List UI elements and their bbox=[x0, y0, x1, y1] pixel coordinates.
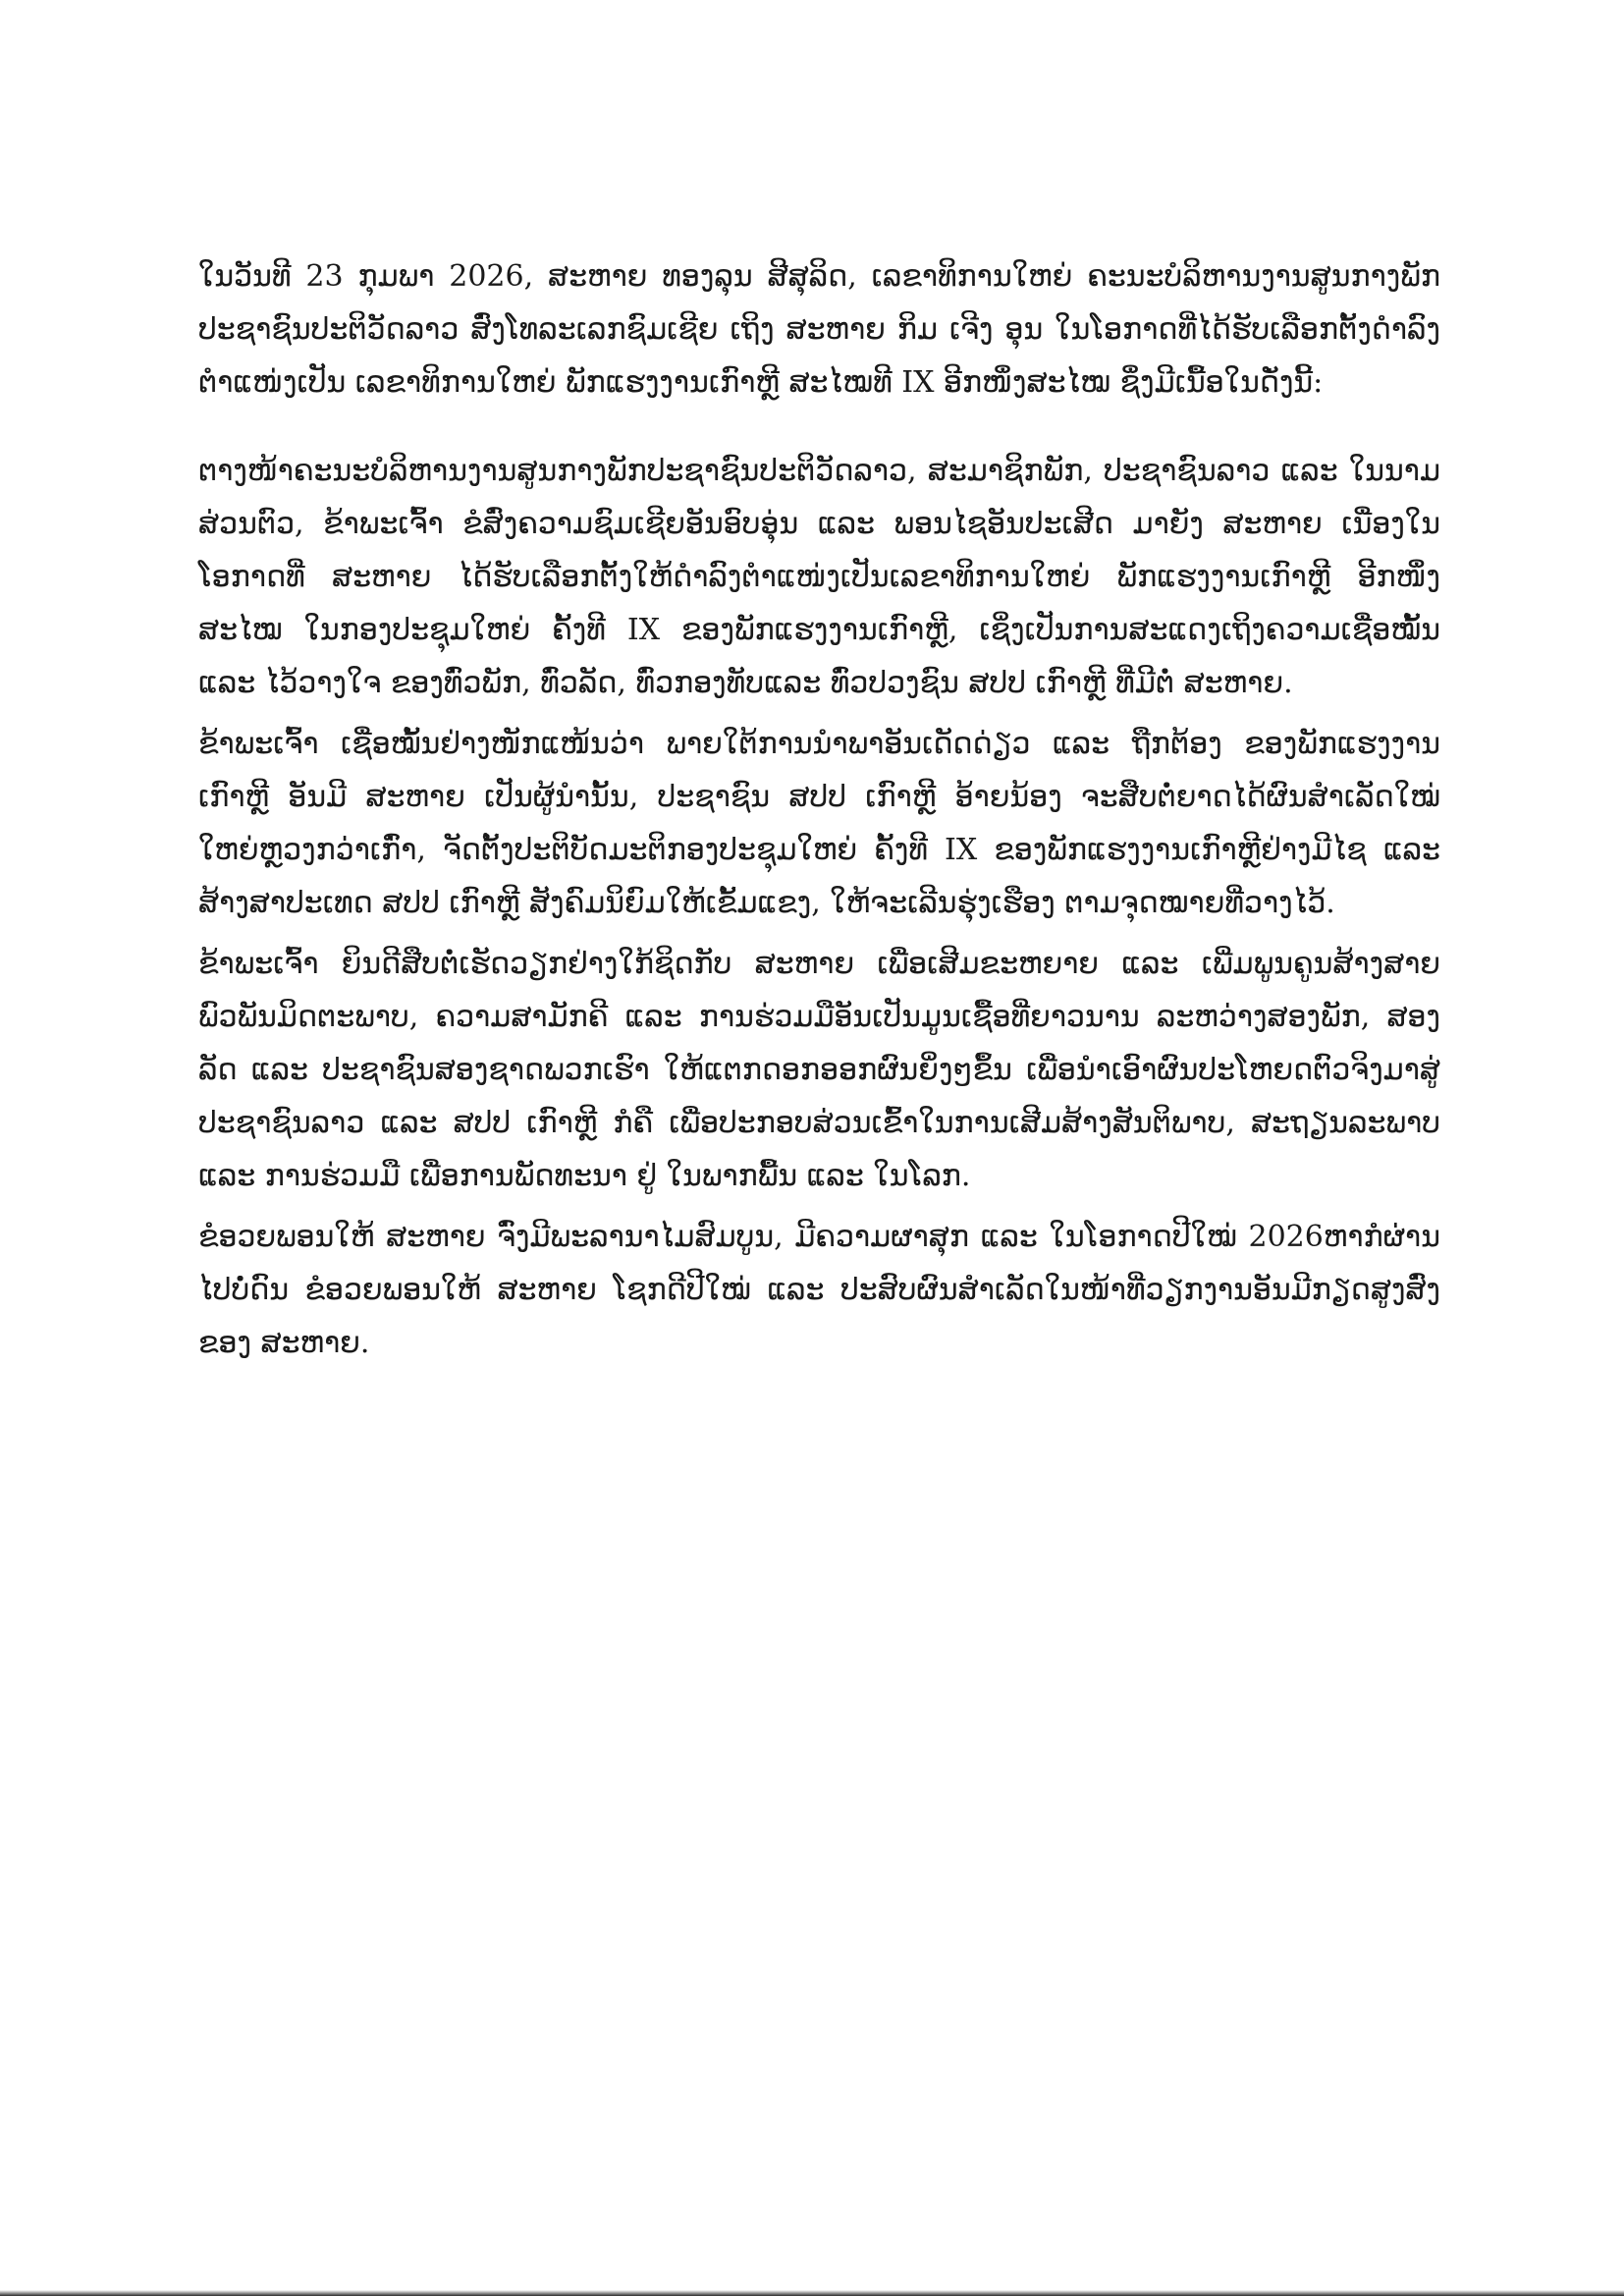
paragraph-congratulations: ຕາງໜ້າຄະນະບໍລິຫານງານສູນກາງພັກປະຊາຊົນປະຕິວັດລາວ, ສະມາຊິກພັກ, ປະຊາຊົນລາວ ແລະ ໃນນາມສ່ວນຕົວ, ຂ້າພະເຈົ້າ ຂໍສົ່ງຄວາມຊົມເຊີຍອັນອົບອຸ່ນ ແລະ ພອນໄຊອັນປະເສີດ ມາຍັງ ສະຫາຍ ເນື່ອງໃນໂອກາດທີ່ ສະຫາຍ ໄດ້ຮັບເລືອກຕັ້ງໃຫ້ດຳລົງຕຳແໜ່ງເປັນເລຂາທິການໃຫຍ່ ພັກແຮງງານເກົາຫຼີ ອີກໜຶ່ງສະໄໝ ໃນກອງປະຊຸມໃຫຍ່ ຄັ້ງທີ IX ຂອງພັກແຮງງານເກົາຫຼີ, ເຊິ່ງເປັນການສະແດງເຖິງຄວາມເຊື່ອໝັ້ນ ແລະ ໄວ້ວາງໃຈ ຂອງທົ່ວພັກ, ທົ່ວລັດ, ທົ່ວກອງທັບແລະ ທົ່ວປວງຊົນ ສປປ ເກົາຫຼີ ທີ່ມີຕໍ່ ສະຫາຍ. bbox=[198, 454, 1440, 700]
paragraph-confidence: ຂ້າພະເຈົ້າ ເຊື່ອໝັ້ນຢ່າງໜັກແໜ້ນວ່າ ພາຍໃຕ້ການນຳພາອັນເດັດດ່ຽວ ແລະ ຖືກຕ້ອງ ຂອງພັກແຮງງານເກົາຫຼີ ອັນມີ ສະຫາຍ ເປັນຜູ້ນຳນັ້ນ, ປະຊາຊົນ ສປປ ເກົາຫຼີ ອ້າຍນ້ອງ ຈະສືບຕໍ່ຍາດໄດ້ຜົນສຳເລັດໃໝ່ໃຫຍ່ຫຼວງກວ່າເກົ່າ, ຈັດຕັ້ງປະຕິບັດມະຕິກອງປະຊຸມໃຫຍ່ ຄັ້ງທີ IX ຂອງພັກແຮງງານເກົາຫຼີຢ່າງມີໄຊ ແລະ ສ້າງສາປະເທດ ສປປ ເກົາຫຼີ ສັງຄົມນິຍົມໃຫ້ເຂັ້ມແຂງ, ໃຫ້ຈະເລີນຮຸ່ງເຮືອງ ຕາມຈຸດໝາຍທີ່ວາງໄວ້. bbox=[198, 727, 1440, 920]
paragraph-wishes: ຂໍອວຍພອນໃຫ້ ສະຫາຍ ຈົ່ງມີພະລານາໄມສົມບູນ, ມີຄວາມຜາສຸກ ແລະ ໃນໂອກາດປີໃໝ່ 2026ຫາກໍຜ່ານໄປບໍ່ດົນ ຂໍອວຍພອນໃຫ້ ສະຫາຍ ໂຊກດີປີໃໝ່ ແລະ ປະສົບຜົນສຳເລັດໃນໜ້າທີ່ວຽກງານອັນມີກຽດສູງສົ່ງຂອງ ສະຫາຍ. bbox=[198, 1220, 1440, 1360]
paragraph-cooperation: ຂ້າພະເຈົ້າ ຍິນດີສືບຕໍ່ເຮັດວຽກຢ່າງໃກ້ຊິດກັບ ສະຫາຍ ເພື່ອເສີມຂະຫຍາຍ ແລະ ເພີ່ມພູນຄູນສ້າງສາຍພົວພັນມິດຕະພາບ, ຄວາມສາມັກຄີ ແລະ ການຮ່ວມມືອັນເປັນມູນເຊື້ອທີ່ຍາວນານ ລະຫວ່າງສອງພັກ, ສອງລັດ ແລະ ປະຊາຊົນສອງຊາດພວກເຮົາ ໃຫ້ແຕກດອກອອກຜົນຍິ່ງໆຂຶ້ນ ເພື່ອນຳເອົາຜົນປະໂຫຍດຕົວຈິງມາສູ່ປະຊາຊົນລາວ ແລະ ສປປ ເກົາຫຼີ ກໍຄື ເພື່ອປະກອບສ່ວນເຂົ້າໃນການເສີມສ້າງສັນຕິພາບ, ສະຖຽນລະພາບ ແລະ ການຮ່ວມມື ເພື່ອການພັດທະນາ ຢູ່ ໃນພາກພື້ນ ແລະ ໃນໂລກ. bbox=[198, 947, 1440, 1193]
scan-bottom-edge bbox=[0, 2290, 1624, 2296]
letter-body bbox=[198, 250, 1440, 1370]
paragraph-intro: ໃນວັນທີ 23 ກຸມພາ 2026, ສະຫາຍ ທອງລຸນ ສີສຸລິດ, ເລຂາທິການໃຫຍ່ ຄະນະບໍລິຫານງານສູນກາງພັກປະຊາຊົນປະຕິວັດລາວ ສົ່ງໂທລະເລກຊົມເຊີຍ ເຖິງ ສະຫາຍ ກິມ ເຈີງ ອຸນ ໃນໂອກາດທີ່ໄດ້ຮັບເລືອກຕັ້ງດຳລົງຕຳແໜ່ງເປັນ ເລຂາທິການໃຫຍ່ ພັກແຮງງານເກົາຫຼີ ສະໄໝທີ IX ອີກໜຶ່ງສະໄໝ ຊຶ່ງມີເນື້ອໃນດັ່ງນີ້: bbox=[198, 259, 1440, 400]
